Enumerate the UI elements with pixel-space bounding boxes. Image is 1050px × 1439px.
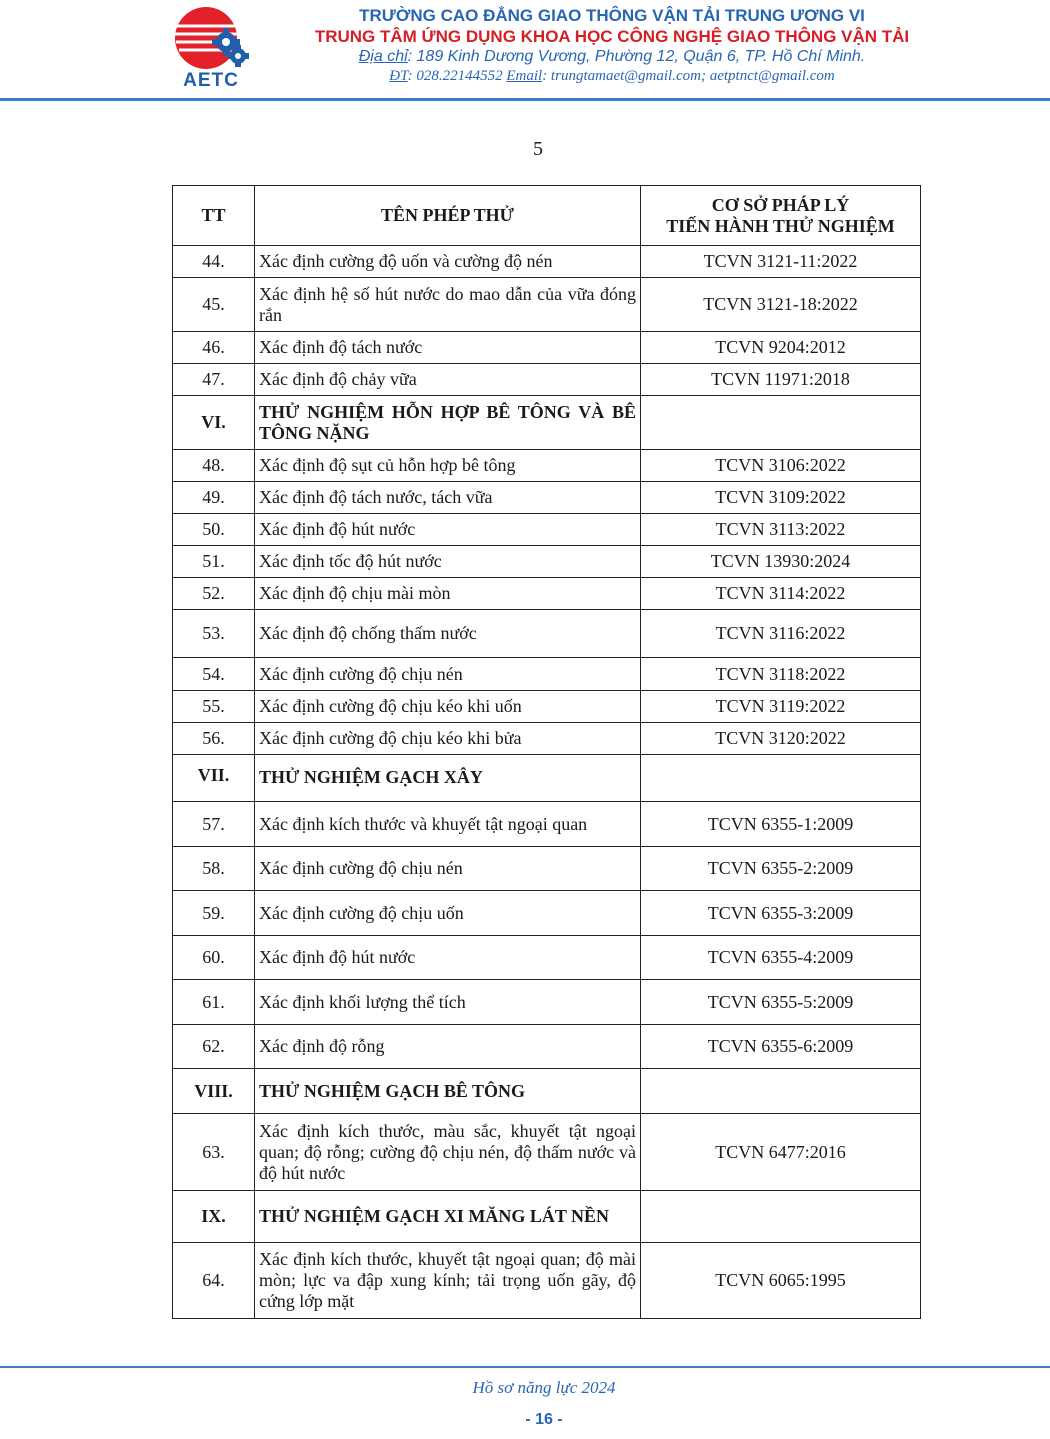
row-number: 49. [173, 482, 255, 514]
standard: TCVN 6065:1995 [641, 1243, 921, 1319]
contact-line [262, 68, 962, 85]
row-number: 46. [173, 332, 255, 364]
header-legal-basis-line1: CƠ SỞ PHÁP LÝ [711, 194, 850, 215]
test-name: Xác định độ hút nước [255, 514, 641, 546]
table-row [173, 723, 921, 755]
gear-logo-icon [170, 4, 252, 74]
section-title: THỬ NGHIỆM HỖN HỢP BÊ TÔNG VÀ BÊ TÔNG NẶNG [255, 396, 641, 450]
header-legal-basis-line2: TIẾN HÀNH THỬ NGHIỆM [666, 215, 895, 236]
row-number: 48. [173, 450, 255, 482]
test-name: Xác định hệ số hút nước do mao dẫn của vữa đóng rắn [255, 278, 641, 332]
test-name: Xác định cường độ uốn và cường độ nén [255, 246, 641, 278]
section-row [173, 1069, 921, 1114]
test-name: Xác định khối lượng thể tích [255, 980, 641, 1025]
section-number: VI. [173, 396, 255, 450]
header-legal-basis [641, 186, 921, 246]
test-name: Xác định kích thước, màu sắc, khuyết tật ngoại quan; độ rỗng; cường độ chịu nén, độ thấm nước và độ hút nước [255, 1114, 641, 1191]
table-row [173, 610, 921, 658]
header-divider [0, 98, 1050, 101]
table-row [173, 332, 921, 364]
standard: TCVN 13930:2024 [641, 546, 921, 578]
test-methods-table [172, 185, 921, 1319]
section-number: VII. [173, 755, 255, 802]
row-number: 59. [173, 891, 255, 936]
row-number: 53. [173, 610, 255, 658]
test-name: Xác định cường độ chịu uốn [255, 891, 641, 936]
row-number: 52. [173, 578, 255, 610]
logo-text: AETC [183, 70, 239, 91]
row-number: 45. [173, 278, 255, 332]
test-name: Xác định độ chảy vữa [255, 364, 641, 396]
test-name: Xác định độ rỗng [255, 1025, 641, 1069]
section-row [173, 1191, 921, 1243]
test-name: Xác định cường độ chịu kéo khi bửa [255, 723, 641, 755]
standard: TCVN 3106:2022 [641, 450, 921, 482]
table-row [173, 578, 921, 610]
standard: TCVN 6355-4:2009 [641, 936, 921, 980]
row-number: 61. [173, 980, 255, 1025]
standard: TCVN 9204:2012 [641, 332, 921, 364]
row-number: 44. [173, 246, 255, 278]
standard: TCVN 11971:2018 [641, 364, 921, 396]
school-name: TRƯỜNG CAO ĐẲNG GIAO THÔNG VẬN TẢI TRUNG ƯƠNG VI [359, 6, 865, 25]
section-title: THỬ NGHIỆM GẠCH XÂY [255, 755, 641, 802]
table-row [173, 980, 921, 1025]
standard [641, 1191, 921, 1243]
standard: TCVN 3119:2022 [641, 691, 921, 723]
test-name: Xác định độ sụt củ hỗn hợp bê tông [255, 450, 641, 482]
table-row [173, 514, 921, 546]
standard: TCVN 3113:2022 [641, 514, 921, 546]
header-tt: TT [173, 186, 255, 246]
standard [641, 396, 921, 450]
phone-text: : 028.22144552 [407, 68, 507, 84]
section-row [173, 755, 921, 802]
section-row [173, 396, 921, 450]
test-name: Xác định độ tách nước [255, 332, 641, 364]
row-number: 63. [173, 1114, 255, 1191]
test-name: Xác định kích thước, khuyết tật ngoại quan; độ mài mòn; lực va đập xung kính; tải trọng uốn gãy, độ cứng lớp mặt [255, 1243, 641, 1319]
aetc-logo [170, 4, 252, 94]
table-row [173, 891, 921, 936]
section-title: THỬ NGHIỆM GẠCH BÊ TÔNG [255, 1069, 641, 1114]
test-name: Xác định kích thước và khuyết tật ngoại quan [255, 802, 641, 847]
table-row [173, 1025, 921, 1069]
address-label: Địa chỉ [358, 48, 408, 65]
standard: TCVN 3114:2022 [641, 578, 921, 610]
table-row [173, 1114, 921, 1191]
standard: TCVN 3109:2022 [641, 482, 921, 514]
test-name: Xác định độ tách nước, tách vữa [255, 482, 641, 514]
row-number: 60. [173, 936, 255, 980]
table-row [173, 482, 921, 514]
phone-label: ĐT [389, 68, 408, 84]
test-name: Xác định cường độ chịu nén [255, 847, 641, 891]
standard: TCVN 6355-6:2009 [641, 1025, 921, 1069]
table-row [173, 278, 921, 332]
row-number: 51. [173, 546, 255, 578]
row-number: 58. [173, 847, 255, 891]
table-row [173, 658, 921, 691]
test-name: Xác định độ chống thấm nước [255, 610, 641, 658]
table-row [173, 364, 921, 396]
table-row [173, 936, 921, 980]
page-marker: 5 [533, 138, 543, 160]
test-name: Xác định độ hút nước [255, 936, 641, 980]
row-number: 55. [173, 691, 255, 723]
address-line [262, 48, 962, 66]
footer-title: Hồ sơ năng lực 2024 [472, 1378, 616, 1397]
standard: TCVN 6355-3:2009 [641, 891, 921, 936]
row-number: 62. [173, 1025, 255, 1069]
standard: TCVN 6355-2:2009 [641, 847, 921, 891]
test-name: Xác định độ chịu mài mòn [255, 578, 641, 610]
standard: TCVN 6355-5:2009 [641, 980, 921, 1025]
table-row [173, 1243, 921, 1319]
standard: TCVN 3121-11:2022 [641, 246, 921, 278]
standard: TCVN 3118:2022 [641, 658, 921, 691]
email-text: : trungtamaet@gmail.com; aetptnct@gmail.com [542, 68, 835, 84]
test-name: Xác định tốc độ hút nước [255, 546, 641, 578]
standard [641, 755, 921, 802]
email-label: Email [506, 68, 543, 84]
footer-page-number: - 16 - [525, 1411, 563, 1428]
table-row [173, 450, 921, 482]
table-row [173, 802, 921, 847]
row-number: 64. [173, 1243, 255, 1319]
center-name: TRUNG TÂM ỨNG DỤNG KHOA HỌC CÔNG NGHỆ GIAO THÔNG VẬN TẢI [314, 27, 910, 46]
footer-divider [0, 1366, 1050, 1368]
test-name: Xác định cường độ chịu kéo khi uốn [255, 691, 641, 723]
row-number: 47. [173, 364, 255, 396]
row-number: 57. [173, 802, 255, 847]
row-number: 50. [173, 514, 255, 546]
standard: TCVN 3120:2022 [641, 723, 921, 755]
standard: TCVN 6477:2016 [641, 1114, 921, 1191]
section-number: VIII. [173, 1069, 255, 1114]
standard: TCVN 6355-1:2009 [641, 802, 921, 847]
row-number: 56. [173, 723, 255, 755]
header-test-name: TÊN PHÉP THỬ [255, 186, 641, 246]
section-title: THỬ NGHIỆM GẠCH XI MĂNG LÁT NỀN [255, 1191, 641, 1243]
address-text: : 189 Kinh Dương Vương, Phường 12, Quận 6, TP. Hồ Chí Minh. [407, 48, 866, 65]
table-row [173, 246, 921, 278]
row-number: 54. [173, 658, 255, 691]
table-header-row [173, 186, 921, 246]
table-row [173, 847, 921, 891]
standard: TCVN 3116:2022 [641, 610, 921, 658]
test-name: Xác định cường độ chịu nén [255, 658, 641, 691]
standard [641, 1069, 921, 1114]
table-row [173, 546, 921, 578]
standard: TCVN 3121-18:2022 [641, 278, 921, 332]
table-row [173, 691, 921, 723]
section-number: IX. [173, 1191, 255, 1243]
